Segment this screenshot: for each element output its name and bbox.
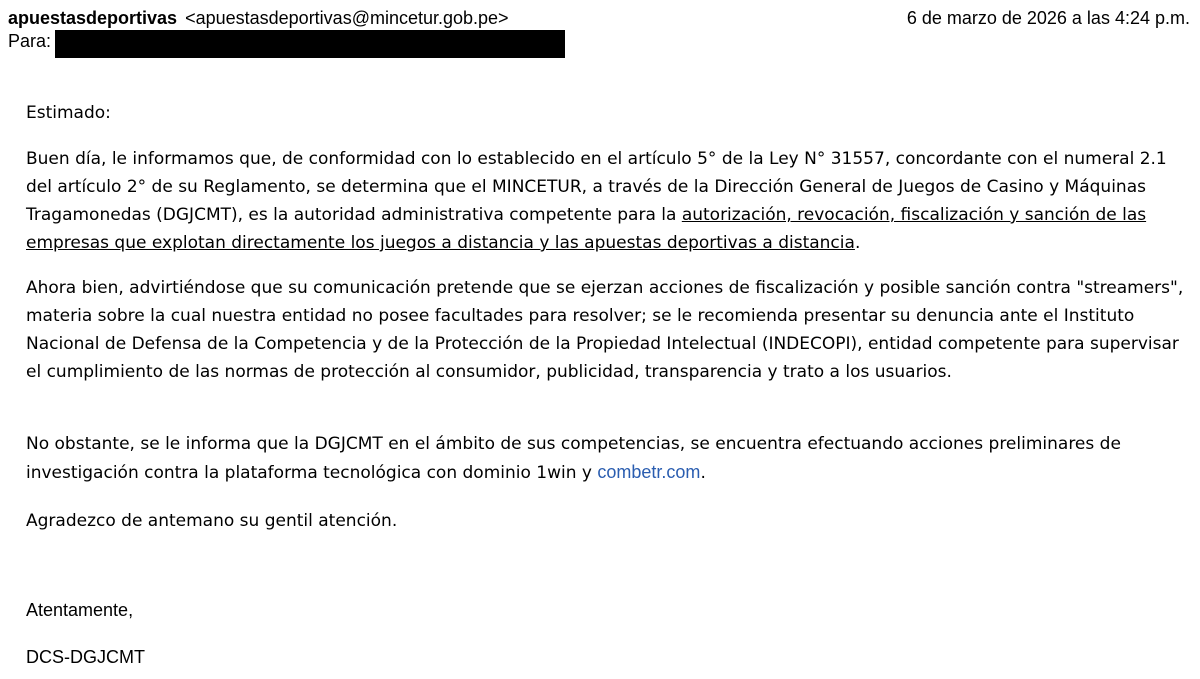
paragraph-investigation-text: No obstante, se le informa que la DGJCMT en el ámbito de sus competencias, se encuentra efectuando acciones preliminares de investigación contra la plataforma tecnológica con dominio 1win y (26, 434, 1121, 483)
signature: DCS-DGJCMT (26, 647, 145, 667)
paragraph-investigation (26, 430, 1186, 487)
signoff: Atentamente, (26, 600, 134, 620)
paragraph-indecopi: Ahora bien, advirtiéndose que su comunicación pretende que se ejerzan acciones de fiscalización y posible sanción contra "streamers", materia sobre la cual nuestra entidad no posee facultades para resolver; se le recomienda presentar su denuncia ante el Instituto Nacional de Defensa de la Competencia y de la Protección de la Propiedad Intelectual (INDECOPI), entidad competente para supervisar el cumplimiento de las normas de protección al consumidor, publicidad, transparencia y trato a los usuarios. (26, 278, 1184, 382)
sender-name[interactable]: apuestasdeportivas (8, 8, 178, 28)
to-label: Para: (8, 31, 52, 51)
paragraph-authority-text: Buen día, le informamos que, de conformidad con lo establecido en el artículo 5° de la Ley N° 31557, concordante con el numeral 2.1 del artículo 2° de su Reglamento, se determina que el MINCETUR, a través de la Dirección General de Juegos de Casino y Máquinas Tragamonedas (DGJCMT), es la autoridad administrativa competente para la (26, 149, 1167, 225)
from-line (8, 7, 509, 29)
paragraph-investigation-end: . (700, 463, 706, 483)
paragraph-authority (26, 145, 1186, 257)
redacted-recipient-bar (55, 30, 565, 58)
paragraph-authority-underlined: autorización, revocación, fiscalización y sanción de las empresas que explotan directamente los juegos a distancia y las apuestas deportivas a distancia (26, 205, 1147, 253)
thanks-line: Agradezco de antemano su gentil atención. (26, 511, 398, 531)
paragraph-authority-end: . (854, 233, 861, 253)
domain-link[interactable]: combetr.com (597, 462, 701, 482)
greeting: Estimado: (26, 103, 111, 123)
email-header (0, 0, 1200, 60)
email-date: 6 de marzo de 2026 a las 4:24 p.m. (906, 8, 1190, 28)
sender-address[interactable]: <apuestasdeportivas@mincetur.gob.pe> (185, 8, 509, 28)
